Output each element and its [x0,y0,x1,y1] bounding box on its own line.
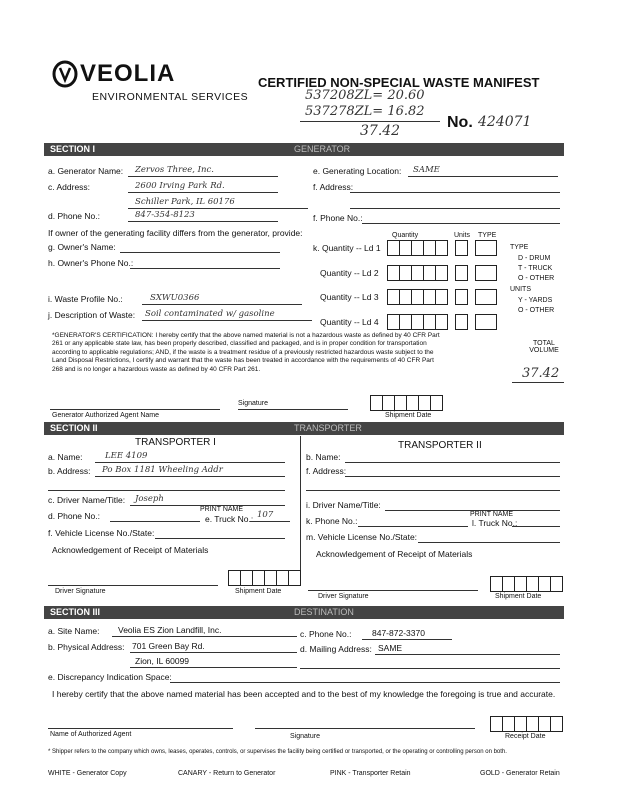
qty-label-ld4: Quantity -- Ld 4 [320,317,379,327]
generator-agent-name-label: Generator Authorized Agent Name [52,412,160,419]
t2-phone-label: k. Phone No.: [306,516,358,526]
dest-phone-value: 847-872-3370 [372,628,425,638]
t1-license-label: f. Vehicle License No./State: [48,528,155,538]
dest-phone-label: c. Phone No.: [300,629,352,639]
quantity-header: Quantity [392,232,419,239]
generator-certification: *GENERATOR'S CERTIFICATION: I hereby certify that the above named material is not a hazardous waste as defined by 40 CFR Part 261 or any applicable state law, has been properly described, classified and packaged, and is in proper condition for transportation according to applicable regulations; AND, if the waste is a treatment residue of a previously restricted hazardous waste subject to the Land Disposal Restrictions, I certify and warrant that the waste has been treated in accordance with the requirements of 40 CFR Part 268 and is no longer a hazardous waste as defined by 40 CFR Part 261. [52,332,440,373]
destination-section-bar: SECTION III DESTINATION [44,606,564,619]
t2-address-label: f. Address: [306,466,347,476]
t2-shipment-date-label: Shipment Date [495,593,542,600]
mailing-address-value: SAME [378,643,403,653]
type-header: TYPE [478,232,497,239]
qty-label-ld1: k. Quantity -- Ld 1 [313,243,381,253]
handwritten-calc-2: 537278ZL= 16.82 [305,104,425,119]
generator-section-bar: SECTION I GENERATOR [44,143,564,156]
site-name-value: Veolia ES Zion Landfill, Inc. [118,625,222,635]
transporter-section-bar: SECTION II TRANSPORTER [44,422,564,435]
manifest-no-label: No. [447,114,473,131]
owner-phone-label: h. Owner's Phone No.: [48,258,134,268]
t1-name-value: LEE 4109 [105,451,148,461]
generator-signature-label: Signature [238,400,268,407]
t2-truck-label: l. Truck No.: [472,518,518,528]
form-title: CERTIFIED NON-SPECIAL WASTE MANIFEST [258,75,540,90]
type-legend-t: T - TRUCK [518,265,553,272]
physical-address-line1: 701 Green Bay Rd. [132,641,205,651]
location-phone-label: f. Phone No.: [313,213,363,223]
units-legend-title: UNITS [510,286,531,293]
destination-certification: I hereby certify that the above named material has been accepted and to the best of my knowledge the foregoing is true and accurate. [52,689,556,699]
t1-address-value: Po Box 1181 Wheeling Addr [102,465,223,475]
t1-phone-label: d. Phone No.: [48,511,100,521]
handwritten-total: 37.42 [360,123,401,139]
mailing-address-label: d. Mailing Address: [300,644,372,654]
location-address-label: f. Address: [313,182,354,192]
handwritten-calc-1: 537208ZL= 20.60 [305,88,425,103]
transporter1-title: TRANSPORTER I [135,437,216,448]
t2-name-label: b. Name: [306,452,341,462]
t1-shipment-date-label: Shipment Date [235,588,282,595]
veolia-logo-icon [52,60,78,90]
generator-address-line2: Schiller Park, IL 60176 [135,197,235,207]
type-legend-d: D - DRUM [518,255,551,262]
t1-printed-name-label: PRINT NAME [200,506,244,513]
generator-phone-value: 847-354-8123 [135,210,195,220]
generator-shipment-date-label: Shipment Date [385,412,432,419]
copy-pink: PINK - Transporter Retain [330,770,411,777]
t2-printed-name-label: PRINT NAME [470,511,514,518]
t1-ack-label: Acknowledgement of Receipt of Materials [52,545,209,555]
manifest-no-value: 424071 [478,114,532,130]
discrepancy-label: e. Discrepancy Indication Space: [48,672,172,682]
qty-label-ld3: Quantity -- Ld 3 [320,292,379,302]
waste-profile-label: i. Waste Profile No.: [48,294,123,304]
type-legend-title: TYPE [510,244,529,251]
generator-address-line1: 2600 Irving Park Rd. [135,181,225,191]
t2-driver-label: i. Driver Name/Title: [306,500,381,510]
physical-address-line2: Zion, IL 60099 [135,656,190,666]
waste-description-value: Soil contaminated w/ gasoline [145,309,275,319]
generator-name-value: Zervos Three, Inc. [135,165,214,175]
t1-name-label: a. Name: [48,452,83,462]
footnote: * Shipper refers to the company which owns, leases, operates, controls, or supervises the facility being certified or transported, or the operating or controlling person on both. [48,749,507,755]
qty-label-ld2: Quantity -- Ld 2 [320,268,379,278]
copy-gold: GOLD - Generator Retain [480,770,560,777]
generating-location-label: e. Generating Location: [313,166,402,176]
units-header: Units [454,232,470,239]
generator-name-label: a. Generator Name: [48,166,124,176]
t1-driver-value: Joseph [135,494,164,504]
dest-signature-label: Signature [290,733,320,740]
waste-description-label: j. Description of Waste: [48,310,136,320]
units-legend-o: O - OTHER [518,307,555,314]
generator-phone-label: d. Phone No.: [48,211,100,221]
t2-license-label: m. Vehicle License No./State: [306,532,418,542]
owner-name-label: g. Owner's Name: [48,242,116,252]
copy-white: WHITE - Generator Copy [48,770,127,777]
t2-ack-label: Acknowledgement of Receipt of Materials [316,549,473,559]
type-legend-o: O - OTHER [518,275,555,282]
t1-address-label: b. Address: [48,466,91,476]
t1-driver-signature-label: Driver Signature [55,588,106,595]
t1-driver-label: c. Driver Name/Title: [48,495,126,505]
dest-receipt-date-label: Receipt Date [505,733,546,740]
dest-agent-label: Name of Authorized Agent [50,731,132,738]
t1-truck-value: 107 [257,510,274,520]
waste-profile-value: SXWU0366 [150,293,200,303]
generator-address-label: c. Address: [48,182,91,192]
units-legend-y: Y - YARDS [518,297,553,304]
copy-canary: CANARY - Return to Generator [178,770,276,777]
brand-division: ENVIRONMENTAL SERVICES [92,91,249,103]
total-volume-label: TOTAL VOLUME [529,340,559,354]
t2-driver-signature-label: Driver Signature [318,593,369,600]
generating-location-value: SAME [413,165,440,175]
owner-note: If owner of the generating facility differs from the generator, provide: [48,228,303,238]
transporter2-title: TRANSPORTER II [398,440,482,451]
t1-truck-label: e. Truck No.: [205,514,254,524]
site-name-label: a. Site Name: [48,626,100,636]
total-volume-value: 37.42 [522,366,560,381]
physical-address-label: b. Physical Address: [48,642,125,652]
brand-name: VEOLIA [80,60,176,87]
